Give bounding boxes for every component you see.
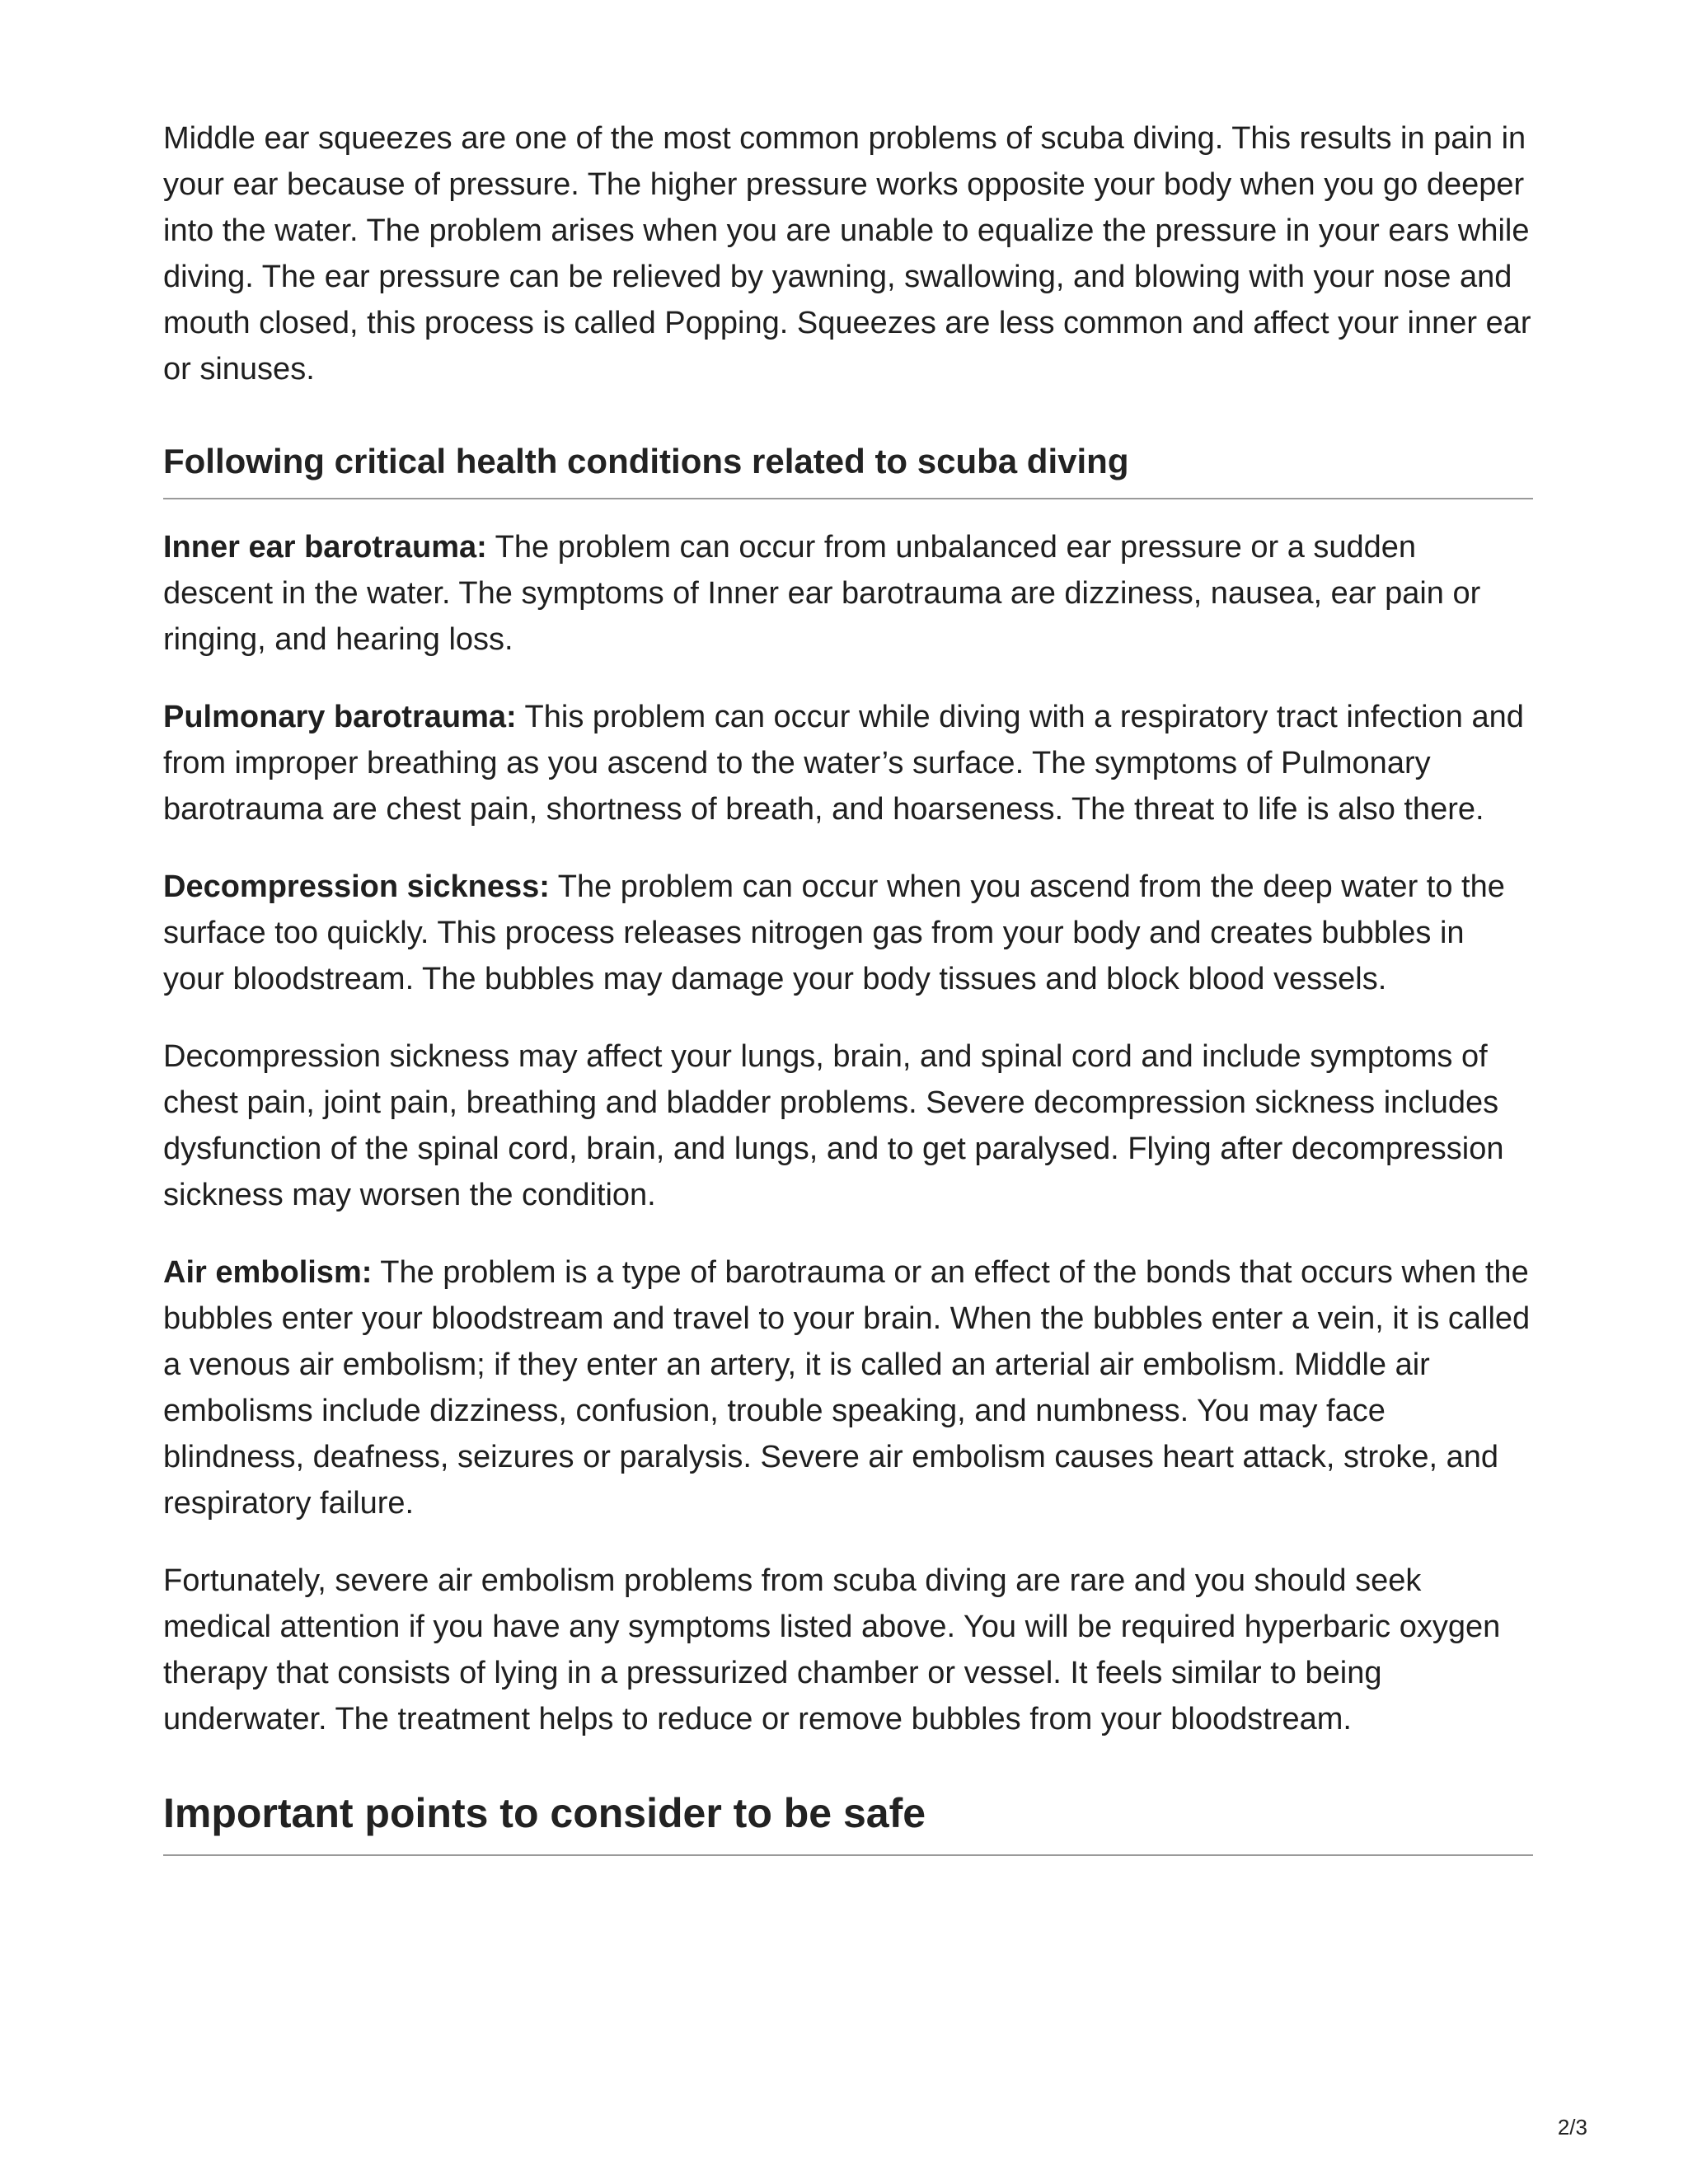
text-pulmonary-barotrauma: This problem can occur while diving with a respiratory tract infection and from improper breathing as you ascend to the water’s surface. The symptoms of Pulmonary barotrauma are chest pain, shortness of breath, and hoarseness. The threat to life is also there. bbox=[163, 700, 1524, 827]
term-pulmonary-barotrauma: Pulmonary barotrauma: bbox=[163, 700, 517, 734]
term-decompression-sickness: Decompression sickness: bbox=[163, 869, 550, 904]
section-heading-safety-points: Important points to consider to be safe bbox=[163, 1787, 1533, 1856]
page-number: 2/3 bbox=[1557, 2115, 1587, 2139]
article-body bbox=[163, 115, 1533, 1856]
paragraph-decompression-sickness bbox=[163, 864, 1533, 1002]
intro-paragraph: Middle ear squeezes are one of the most common problems of scuba diving. This results in pain in your ear because of pressure. The higher pressure works opposite your body when you go deeper into the water. The problem arises when you are unable to equalize the pressure in your ears while diving. The ear pressure can be relieved by yawning, swallowing, and blowing with your nose and mouth closed, this process is called Popping. Squeezes are less common and affect your inner ear or sinuses. bbox=[163, 121, 1531, 387]
paragraph-air-embolism bbox=[163, 1249, 1533, 1526]
paragraph-inner-ear-barotrauma bbox=[163, 524, 1533, 663]
section-heading-health-conditions: Following critical health conditions related to scuba diving bbox=[163, 438, 1533, 499]
term-air-embolism: Air embolism: bbox=[163, 1255, 373, 1290]
text-air-embolism: The problem is a type of barotrauma or an effect of the bonds that occurs when the bubbles enter your bloodstream and travel to your brain. When the bubbles enter a vein, it is called a venous air embolism; if they enter an artery, it is called an arterial air embolism. Middle air embolisms include dizziness, confusion, trouble speaking, and numbness. You may face blindness, deafness, seizures or paralysis. Severe air embolism causes heart attack, stroke, and respiratory failure. bbox=[163, 1255, 1531, 1521]
paragraph-treatment: Fortunately, severe air embolism problems from scuba diving are rare and you should seek medical attention if you have any symptoms listed above. You will be required hyperbaric oxygen therapy that consists of lying in a pressurized chamber or vessel. It feels similar to being underwater. The treatment helps to reduce or remove bubbles from your bloodstream. bbox=[163, 1563, 1501, 1736]
paragraph-decompression-effects: Decompression sickness may affect your lungs, brain, and spinal cord and include symptoms of chest pain, joint pain, breathing and bladder problems. Severe decompression sickness includes dysfunction of the spinal cord, brain, and lungs, and to get paralysed. Flying after decompression sickness may worsen the condition. bbox=[163, 1039, 1504, 1212]
text-inner-ear-barotrauma: The problem can occur from unbalanced ear pressure or a sudden descent in the water. The symptoms of Inner ear barotrauma are dizziness, nausea, ear pain or ringing, and hearing loss. bbox=[163, 530, 1481, 657]
text-decompression-sickness: The problem can occur when you ascend from the deep water to the surface too quickly. This process releases nitrogen gas from your body and creates bubbles in your bloodstream. The bubbles may damage your body tissues and block blood vessels. bbox=[163, 869, 1505, 996]
term-inner-ear-barotrauma: Inner ear barotrauma: bbox=[163, 530, 487, 565]
paragraph-pulmonary-barotrauma bbox=[163, 694, 1533, 832]
